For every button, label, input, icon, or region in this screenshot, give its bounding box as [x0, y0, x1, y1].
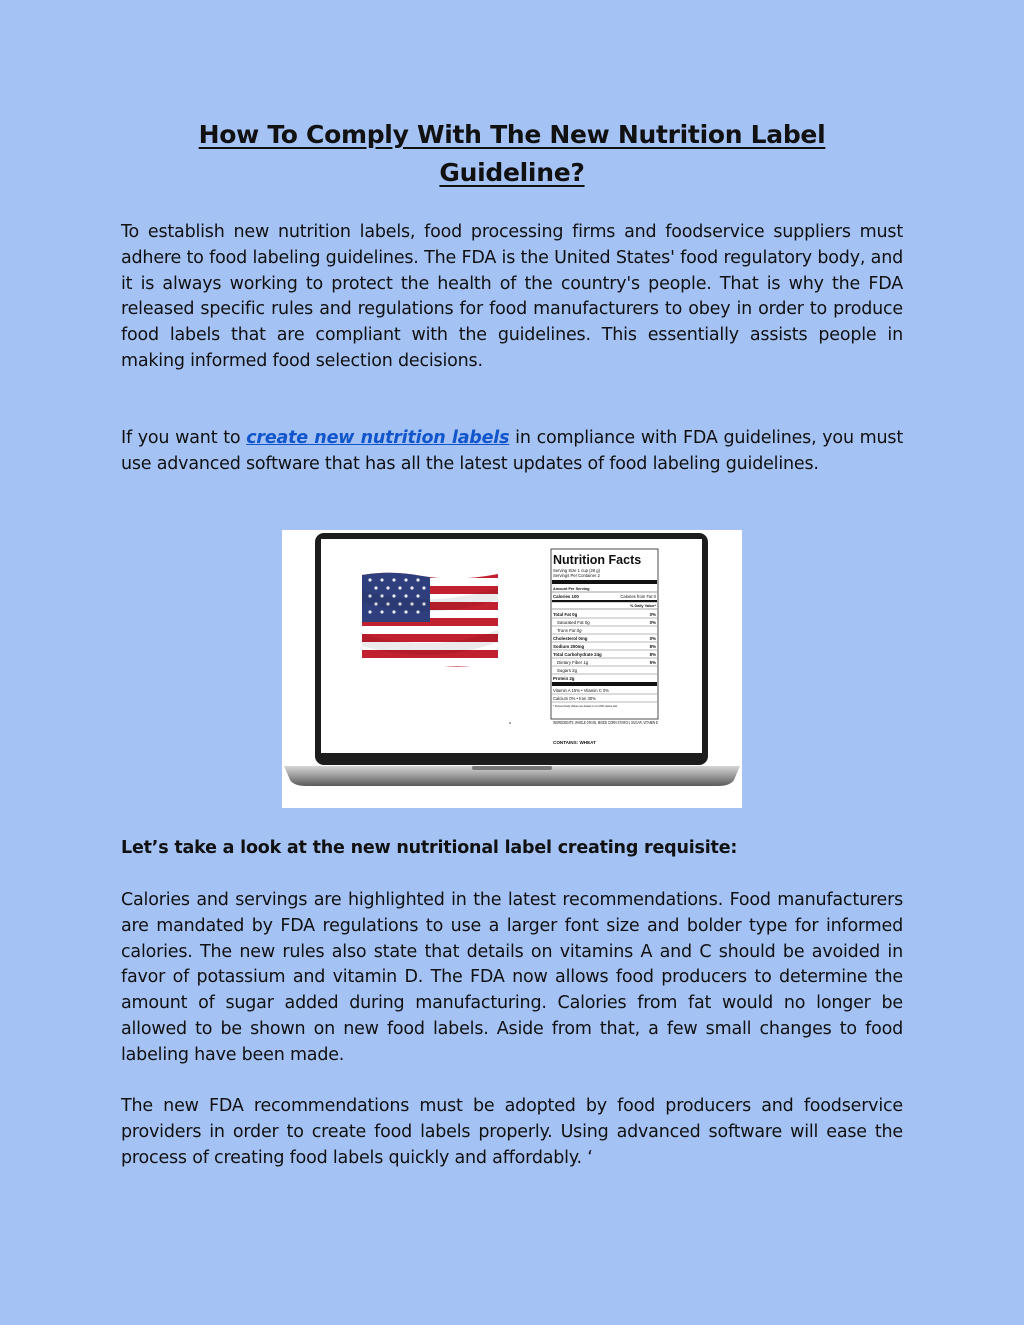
- label-row-dv: 0%: [649, 612, 656, 617]
- label-dv-header: % Daily Value*: [630, 604, 656, 608]
- label-serving-size: Serving Size 1 cup (28 g): [553, 568, 601, 573]
- closing-paragraph: The new FDA recommendations must be adopted by food producers and foodservice providers in order to create food labels properly. Using advanced software will ease the process of creating food labels quickly and affordably. ‘: [121, 1096, 903, 1168]
- label-row-dv: 0%: [649, 620, 656, 625]
- label-contains: CONTAINS: WHEAT: [553, 740, 596, 745]
- section-subheading: Let’s take a look at the new nutritional label creating requisite:: [121, 838, 738, 858]
- label-row-dv: 5%: [649, 660, 656, 665]
- label-row-name: Dietary Fiber 1g: [557, 660, 589, 665]
- label-vitamins-1: Vitamin A 15% • Vitamin C 0%: [553, 688, 610, 693]
- label-row-name: Protein 2g: [553, 676, 575, 681]
- label-footnote: * Percent Daily Values are based on a 2,000 calorie diet.: [553, 705, 618, 708]
- create-labels-link[interactable]: create new nutrition labels: [246, 428, 510, 448]
- label-row-dv: 8%: [649, 652, 656, 657]
- label-vitamins-2: Calcium 0% • Iron 30%: [553, 696, 596, 701]
- requisites-paragraph: Calories and servings are highlighted in the latest recommendations. Food manufacturers are mandated by FDA regulations to use a larger font size and bolder type for informed calories. The new rules also state that details on vitamins A and C should be avoided in favor of potassium and vitamin D. The FDA now allows food producers to determine the amount of sugar added during manufacturing. Calories from fat would no longer be allowed to be shown on new food labels. Aside from that, a few small changes to food labeling have been made.: [121, 890, 903, 1065]
- label-row-name: Saturated Fat 0g: [557, 620, 590, 625]
- us-flag-icon: [362, 570, 502, 674]
- cta-text-after: in compliance with FDA guidelines, you must use advanced software that has all the latest updates of food labeling guidelines.: [121, 428, 903, 474]
- label-servings-per-container: Servings Per Container 2: [553, 573, 600, 578]
- label-row-name: Trans Fat 0g: [557, 628, 582, 633]
- label-amount-per-serving: Amount Per Serving: [553, 587, 590, 591]
- label-calories: Calories 100: [553, 594, 579, 599]
- intro-paragraph: To establish new nutrition labels, food processing firms and foodservice suppliers must adhere to food labeling guidelines. The FDA is the United States' food regulatory body, and it is always working to protect the health of the country's people. That is why the FDA released specific rules and regulations for food manufacturers to obey in order to produce food labels that are compliant with the guidelines. This essentially assists people in making informed food selection decisions.: [121, 222, 903, 371]
- label-row-dv: 8%: [649, 644, 656, 649]
- cta-text-before: If you want to: [121, 428, 247, 448]
- label-row-name: Cholesterol 0mg: [553, 636, 588, 641]
- page-title: How To Comply With The New Nutrition Label Guideline?: [198, 120, 826, 187]
- label-heading: Nutrition Facts: [553, 553, 642, 567]
- laptop-icon: [282, 530, 742, 808]
- label-row-name: Sugars 2g: [557, 668, 578, 673]
- label-row-dv: 0%: [649, 636, 656, 641]
- label-row-name: Total Carbohydrate 24g: [553, 652, 602, 657]
- laptop-illustration: [282, 530, 742, 808]
- cta-paragraph: [121, 426, 903, 478]
- label-calories-from-fat: Calories from Fat 0: [620, 594, 656, 599]
- nutrition-facts-label: [551, 549, 658, 745]
- label-row-name: Sodium 200mg: [553, 644, 585, 649]
- label-row-name: Total Fat 0g: [553, 612, 578, 617]
- label-ingredients-text: INGREDIENTS: WHOLE GRAIN, MIXED CORN STARCH, SUGAR, VITAMIN E: [553, 720, 658, 725]
